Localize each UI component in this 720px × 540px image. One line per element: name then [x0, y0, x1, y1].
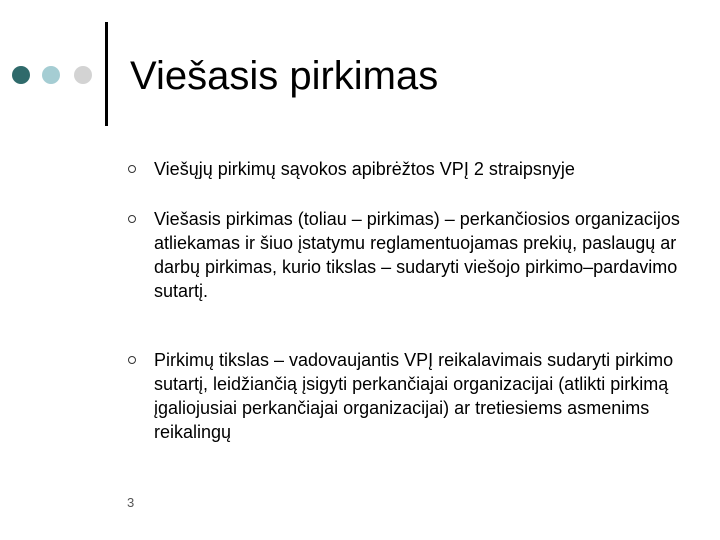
page-number: 3: [127, 495, 135, 510]
bullet-list: [140, 157, 700, 444]
bullet-item: [140, 157, 700, 181]
bullet-circle-icon: [128, 356, 136, 364]
bullet-text: Viešųjų pirkimų sąvokos apibrėžtos VPĮ 2 straipsnyje: [154, 159, 575, 179]
bullet-item: [140, 348, 700, 444]
slide-title: Viešasis pirkimas: [130, 54, 439, 98]
decorative-dots: [12, 66, 98, 84]
bullet-item: [140, 207, 700, 303]
title-divider: [105, 22, 108, 126]
bullet-circle-icon: [128, 165, 136, 173]
dark-teal-dot: [12, 66, 30, 84]
bullet-text: Viešasis pirkimas (toliau – pirkimas) – perkančiosios organizacijos atliekamas ir šiuo įstatymu reglamentuojamas prekių, paslaugų ar darbų pirkimas, kurio tikslas – sudaryti viešojo pirkimo–pardavimo sutartį.: [154, 209, 680, 301]
bullet-text: Pirkimų tikslas – vadovaujantis VPĮ reikalavimais sudaryti pirkimo sutartį, leidžiančią įsigyti perkančiajai organizacijai (atlikti pirkimą įgaliojusiai perkančiajai organizacijai) ar tretiesiems asmenims reikalingų: [154, 350, 674, 442]
gray-dot: [74, 66, 92, 84]
light-blue-dot: [42, 66, 60, 84]
bullet-circle-icon: [128, 215, 136, 223]
